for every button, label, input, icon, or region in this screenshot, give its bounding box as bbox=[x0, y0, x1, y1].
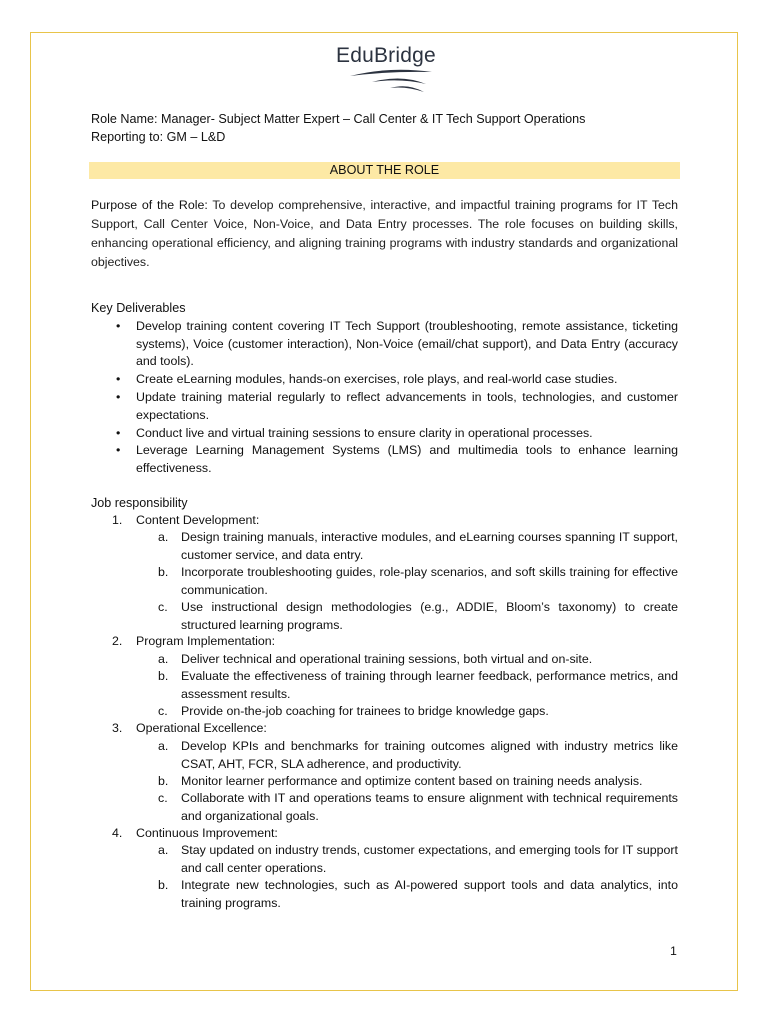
item-text: Design training manuals, interactive modules, and eLearning courses spanning IT support, customer service, and data entry. bbox=[181, 530, 678, 562]
key-deliverables-heading: Key Deliverables bbox=[91, 301, 186, 315]
item-text: Evaluate the effectiveness of training through learner feedback, performance metrics, and assessment results. bbox=[181, 669, 678, 701]
banner-title: ABOUT THE ROLE bbox=[329, 163, 440, 177]
item-letter: a. bbox=[158, 652, 169, 666]
section-title: Operational Excellence: bbox=[136, 721, 267, 735]
item-letter: b. bbox=[158, 669, 169, 683]
deliverable-item: Update training material regularly to reflect advancements in tools, technologies, and customer expectations. bbox=[136, 390, 678, 422]
about-the-role-banner bbox=[89, 162, 680, 179]
item-text: Stay updated on industry trends, customer expectations, and emerging tools for IT support and call center operations. bbox=[181, 843, 678, 875]
item-letter: c. bbox=[158, 600, 168, 614]
logo-swoosh-icon bbox=[320, 66, 450, 94]
item-letter: b. bbox=[158, 878, 169, 892]
item-letter: b. bbox=[158, 774, 169, 788]
deliverable-item: Develop training content covering IT Tech Support (troubleshooting, remote assistance, ticketing systems), Voice (customer interaction), Non-Voice (email/chat support), and Data Entry (accuracy and tools). bbox=[136, 319, 678, 368]
bullet: • bbox=[116, 443, 121, 457]
section-title: Program Implementation: bbox=[136, 634, 276, 648]
section-title: Continuous Improvement: bbox=[136, 826, 278, 840]
item-letter: c. bbox=[158, 704, 168, 718]
item-text: Monitor learner performance and optimize content based on training needs analysis. bbox=[181, 774, 643, 788]
item-text: Develop KPIs and benchmarks for training outcomes aligned with industry metrics like CSAT, AHT, FCR, SLA adherence, and productivity. bbox=[181, 739, 678, 771]
edubridge-logo bbox=[320, 44, 450, 94]
item-letter: b. bbox=[158, 565, 169, 579]
logo-text: EduBridge bbox=[336, 44, 436, 67]
bullet: • bbox=[116, 319, 121, 333]
reporting-to: Reporting to: GM – L&D bbox=[91, 130, 226, 144]
section-number: 4. bbox=[112, 826, 123, 840]
purpose-text: To develop comprehensive, interactive, and impactful training programs for IT Tech Support, Call Center Voice, Non-Voice, and Data Entry processes. The role focuses on building skills, enhancing operational efficiency, and aligning training programs with industry standards and organizational objectives. bbox=[91, 198, 678, 269]
item-text: Incorporate troubleshooting guides, role-play scenarios, and soft skills training for effective communication. bbox=[181, 565, 678, 597]
item-text: Collaborate with IT and operations teams to ensure alignment with technical requirements and organizational goals. bbox=[181, 791, 678, 823]
item-text: Integrate new technologies, such as AI-powered support tools and data analytics, into training programs. bbox=[181, 878, 678, 910]
item-text: Use instructional design methodologies (e.g., ADDIE, Bloom’s taxonomy) to create structured learning programs. bbox=[181, 600, 678, 632]
section-number: 1. bbox=[112, 513, 123, 527]
deliverable-item: Leverage Learning Management Systems (LMS) and multimedia tools to enhance learning effectiveness. bbox=[136, 443, 678, 475]
section-number: 2. bbox=[112, 634, 123, 648]
role-name: Role Name: Manager- Subject Matter Expert – Call Center & IT Tech Support Operations bbox=[91, 112, 586, 126]
item-letter: a. bbox=[158, 843, 169, 857]
purpose-label: Purpose of the Role: bbox=[91, 198, 208, 212]
purpose-paragraph bbox=[91, 196, 678, 272]
section-number: 3. bbox=[112, 721, 123, 735]
item-letter: c. bbox=[158, 791, 168, 805]
bullet: • bbox=[116, 390, 121, 404]
item-text: Provide on-the-job coaching for trainees to bridge knowledge gaps. bbox=[181, 704, 549, 718]
job-responsibility-heading: Job responsibility bbox=[91, 496, 188, 510]
item-letter: a. bbox=[158, 530, 169, 544]
item-text: Deliver technical and operational training sessions, both virtual and on-site. bbox=[181, 652, 593, 666]
bullet: • bbox=[116, 372, 121, 386]
bullet: • bbox=[116, 426, 121, 440]
deliverable-item: Create eLearning modules, hands-on exercises, role plays, and real-world case studies. bbox=[136, 372, 618, 386]
page-number: 1 bbox=[670, 944, 677, 958]
deliverable-item: Conduct live and virtual training sessions to ensure clarity in operational processes. bbox=[136, 426, 593, 440]
item-letter: a. bbox=[158, 739, 169, 753]
section-title: Content Development: bbox=[136, 513, 260, 527]
